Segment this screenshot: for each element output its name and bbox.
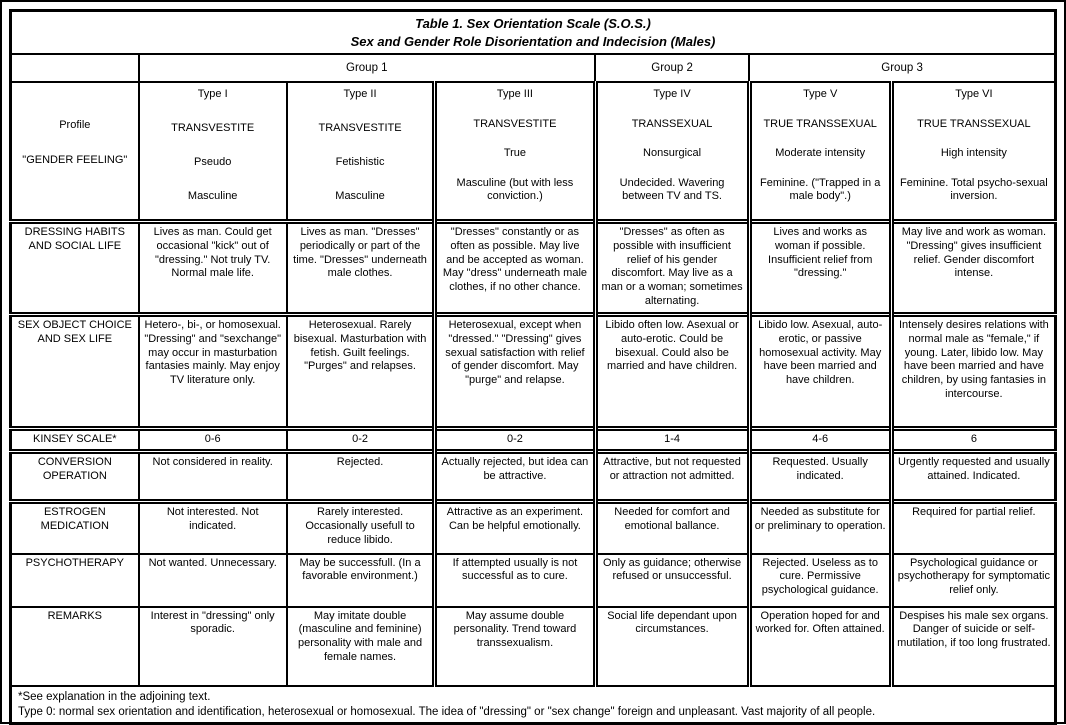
table-cell: Attractive as an experiment. Can be helpful emotionally. bbox=[435, 502, 595, 554]
type-name: TRUE TRANSSEXUAL bbox=[917, 117, 1031, 130]
type-name: TRANSVESTITE bbox=[473, 117, 557, 130]
type-header bbox=[435, 82, 595, 222]
type-subtitle: True bbox=[503, 147, 527, 160]
table-cell: Not interested. Not indicated. bbox=[139, 502, 287, 554]
sos-table bbox=[9, 9, 1057, 725]
table-cell: Needed for comfort and emotional ballance. bbox=[595, 502, 749, 554]
type-description: Masculine bbox=[335, 190, 385, 203]
table-cell: Lives as man. "Dresses" periodically or part of the time. "Dresses" underneath male clothes. bbox=[287, 222, 435, 315]
type-description: Undecided. Wavering between TV and TS. bbox=[619, 176, 725, 203]
row-label-sex-object-choice: SEX OBJECT CHOICE AND SEX LIFE bbox=[11, 315, 139, 429]
table-cell: 0-2 bbox=[287, 429, 435, 452]
table-cell: 0-2 bbox=[435, 429, 595, 452]
table-cell: If attempted usually is not successful as to cure. bbox=[435, 554, 595, 607]
type-name: TRANSVESTITE bbox=[318, 122, 402, 135]
row-label-kinsey-scale: KINSEY SCALE* bbox=[11, 429, 139, 452]
row-label-remarks: REMARKS bbox=[11, 607, 139, 686]
type-name: TRUE TRANSSEXUAL bbox=[763, 117, 877, 130]
table-title: Table 1. Sex Orientation Scale (S.O.S.) bbox=[415, 16, 651, 31]
table-cell: May imitate double (masculine and feminine) personality with male and female names. bbox=[287, 607, 435, 686]
type-header bbox=[287, 82, 435, 222]
table-cell: Despises his male sex organs. Danger of suicide or self-mutilation, if too long frustrated. bbox=[891, 607, 1055, 686]
type-number: Type III bbox=[496, 88, 533, 101]
type-description: Masculine bbox=[187, 190, 238, 203]
type-number: Type I bbox=[197, 88, 228, 101]
table-cell: Psychological guidance or psychotherapy for symptomatic relief only. bbox=[891, 554, 1055, 607]
table-cell: Libido low. Asexual, auto-erotic, or passive homosexual activity. May have been married and have children. bbox=[749, 315, 891, 429]
table-cell: Libido often low. Asexual or auto-erotic. Could be bisexual. Could also be married and have children. bbox=[595, 315, 749, 429]
table-cell: Urgently requested and usually attained. Indicated. bbox=[891, 452, 1055, 502]
type-description: Masculine (but with less conviction.) bbox=[456, 176, 574, 203]
table-cell: "Dresses" constantly or as often as possible. May live and be accepted as woman. May "dress" underneath male clothes, if no other chance. bbox=[435, 222, 595, 315]
table-cell: Heterosexual, except when "dressed." "Dressing" gives sexual satisfaction with relief of gender discomfort. May "purge" and relapse. bbox=[435, 315, 595, 429]
type-header bbox=[139, 82, 287, 222]
table-cell: Operation hoped for and worked for. Often attained. bbox=[749, 607, 891, 686]
type-subtitle: Nonsurgical bbox=[643, 147, 702, 160]
type-name: TRANSVESTITE bbox=[171, 122, 255, 135]
table-title-cell bbox=[11, 11, 1056, 55]
footnote-line: *See explanation in the adjoining text. bbox=[18, 690, 211, 703]
profile-label: Profile bbox=[59, 118, 91, 131]
table-cell: Required for partial relief. bbox=[891, 502, 1055, 554]
table-cell: Hetero-, bi-, or homosexual. "Dressing" and "sexchange" may occur in masturbation fantasies mainly. May enjoy TV literature only. bbox=[139, 315, 287, 429]
type-header bbox=[595, 82, 749, 222]
table-cell: May assume double personality. Trend toward transsexualism. bbox=[435, 607, 595, 686]
table-cell: Social life dependant upon circumstances. bbox=[595, 607, 749, 686]
table-cell: Rejected. bbox=[287, 452, 435, 502]
table-cell: Not wanted. Unnecessary. bbox=[139, 554, 287, 607]
table-cell: Lives as man. Could get occasional "kick" out of "dressing." Not truly TV. Normal male life. bbox=[139, 222, 287, 315]
table-cell: May be successfull. (In a favorable environment.) bbox=[287, 554, 435, 607]
table-cell: 6 bbox=[891, 429, 1055, 452]
row-label-estrogen-medication: ESTROGEN MEDICATION bbox=[11, 502, 139, 554]
type-number: Type IV bbox=[653, 88, 691, 101]
row-label-psychotherapy: PSYCHOTHERAPY bbox=[11, 554, 139, 607]
table-cell: Intensely desires relations with normal male as "female," if young. Later, libido low. May have been married and have children, by using fantasies in intercourse. bbox=[891, 315, 1055, 429]
table-cell: Heterosexual. Rarely bisexual. Masturbation with fetish. Guilt feelings. "Purges" and relapses. bbox=[287, 315, 435, 429]
table-subtitle: Sex and Gender Role Disorientation and Indecision (Males) bbox=[350, 33, 716, 49]
group-header-3: Group 3 bbox=[749, 54, 1055, 82]
table-cell: 4-6 bbox=[749, 429, 891, 452]
table-cell: Needed as substitute for or preliminary to operation. bbox=[749, 502, 891, 554]
type-number: Type II bbox=[343, 88, 377, 101]
table-cell: Requested. Usually indicated. bbox=[749, 452, 891, 502]
type-header bbox=[749, 82, 891, 222]
profile-label-cell bbox=[11, 82, 139, 222]
table-cell: Interest in "dressing" only sporadic. bbox=[139, 607, 287, 686]
table-cell: 0-6 bbox=[139, 429, 287, 452]
table-cell: Rejected. Useless as to cure. Permissive psychological guidance. bbox=[749, 554, 891, 607]
table-cell: Attractive, but not requested or attraction not admitted. bbox=[595, 452, 749, 502]
table-cell: 1-4 bbox=[595, 429, 749, 452]
type-header bbox=[891, 82, 1055, 222]
type-description: Feminine. ("Trapped in a male body".) bbox=[760, 176, 881, 203]
type-subtitle: Moderate intensity bbox=[775, 147, 866, 160]
table-cell: Lives and works as woman if possible. Insufficient relief from "dressing." bbox=[749, 222, 891, 315]
footnote-line: Type 0: normal sex orientation and identification, heterosexual or homosexual. The idea of "dressing" or "sex change" foreign and unpleasant. Vast majority of all people. bbox=[18, 705, 876, 718]
type-number: Type VI bbox=[955, 88, 993, 101]
type-subtitle: Fetishistic bbox=[335, 156, 385, 169]
group-header-1: Group 1 bbox=[139, 54, 595, 82]
gender-feeling-label: "GENDER FEELING" bbox=[22, 153, 128, 166]
table-cell: "Dresses" as often as possible with insufficient relief of his gender discomfort. May live as a man or a woman; sometimes alternating. bbox=[595, 222, 749, 315]
type-description: Feminine. Total psycho-sexual inversion. bbox=[899, 176, 1048, 203]
row-label-dressing-habits: DRESSING HABITS AND SOCIAL LIFE bbox=[11, 222, 139, 315]
type-subtitle: High intensity bbox=[940, 147, 1007, 160]
table-cell: Actually rejected, but idea can be attractive. bbox=[435, 452, 595, 502]
type-subtitle: Pseudo bbox=[194, 156, 232, 169]
table-cell: Rarely interested. Occasionally usefull to reduce libido. bbox=[287, 502, 435, 554]
table-cell: May live and work as woman. "Dressing" gives insufficient relief. Gender discomfort intense. bbox=[891, 222, 1055, 315]
type-number: Type V bbox=[803, 88, 838, 101]
row-label-conversion-operation: CONVERSION OPERATION bbox=[11, 452, 139, 502]
table-cell: Not considered in reality. bbox=[139, 452, 287, 502]
table-cell: Only as guidance; otherwise refused or unsuccessful. bbox=[595, 554, 749, 607]
footnote-cell bbox=[11, 686, 1056, 724]
type-name: TRANSSEXUAL bbox=[631, 117, 713, 130]
corner-cell bbox=[11, 54, 139, 82]
group-header-2: Group 2 bbox=[595, 54, 749, 82]
